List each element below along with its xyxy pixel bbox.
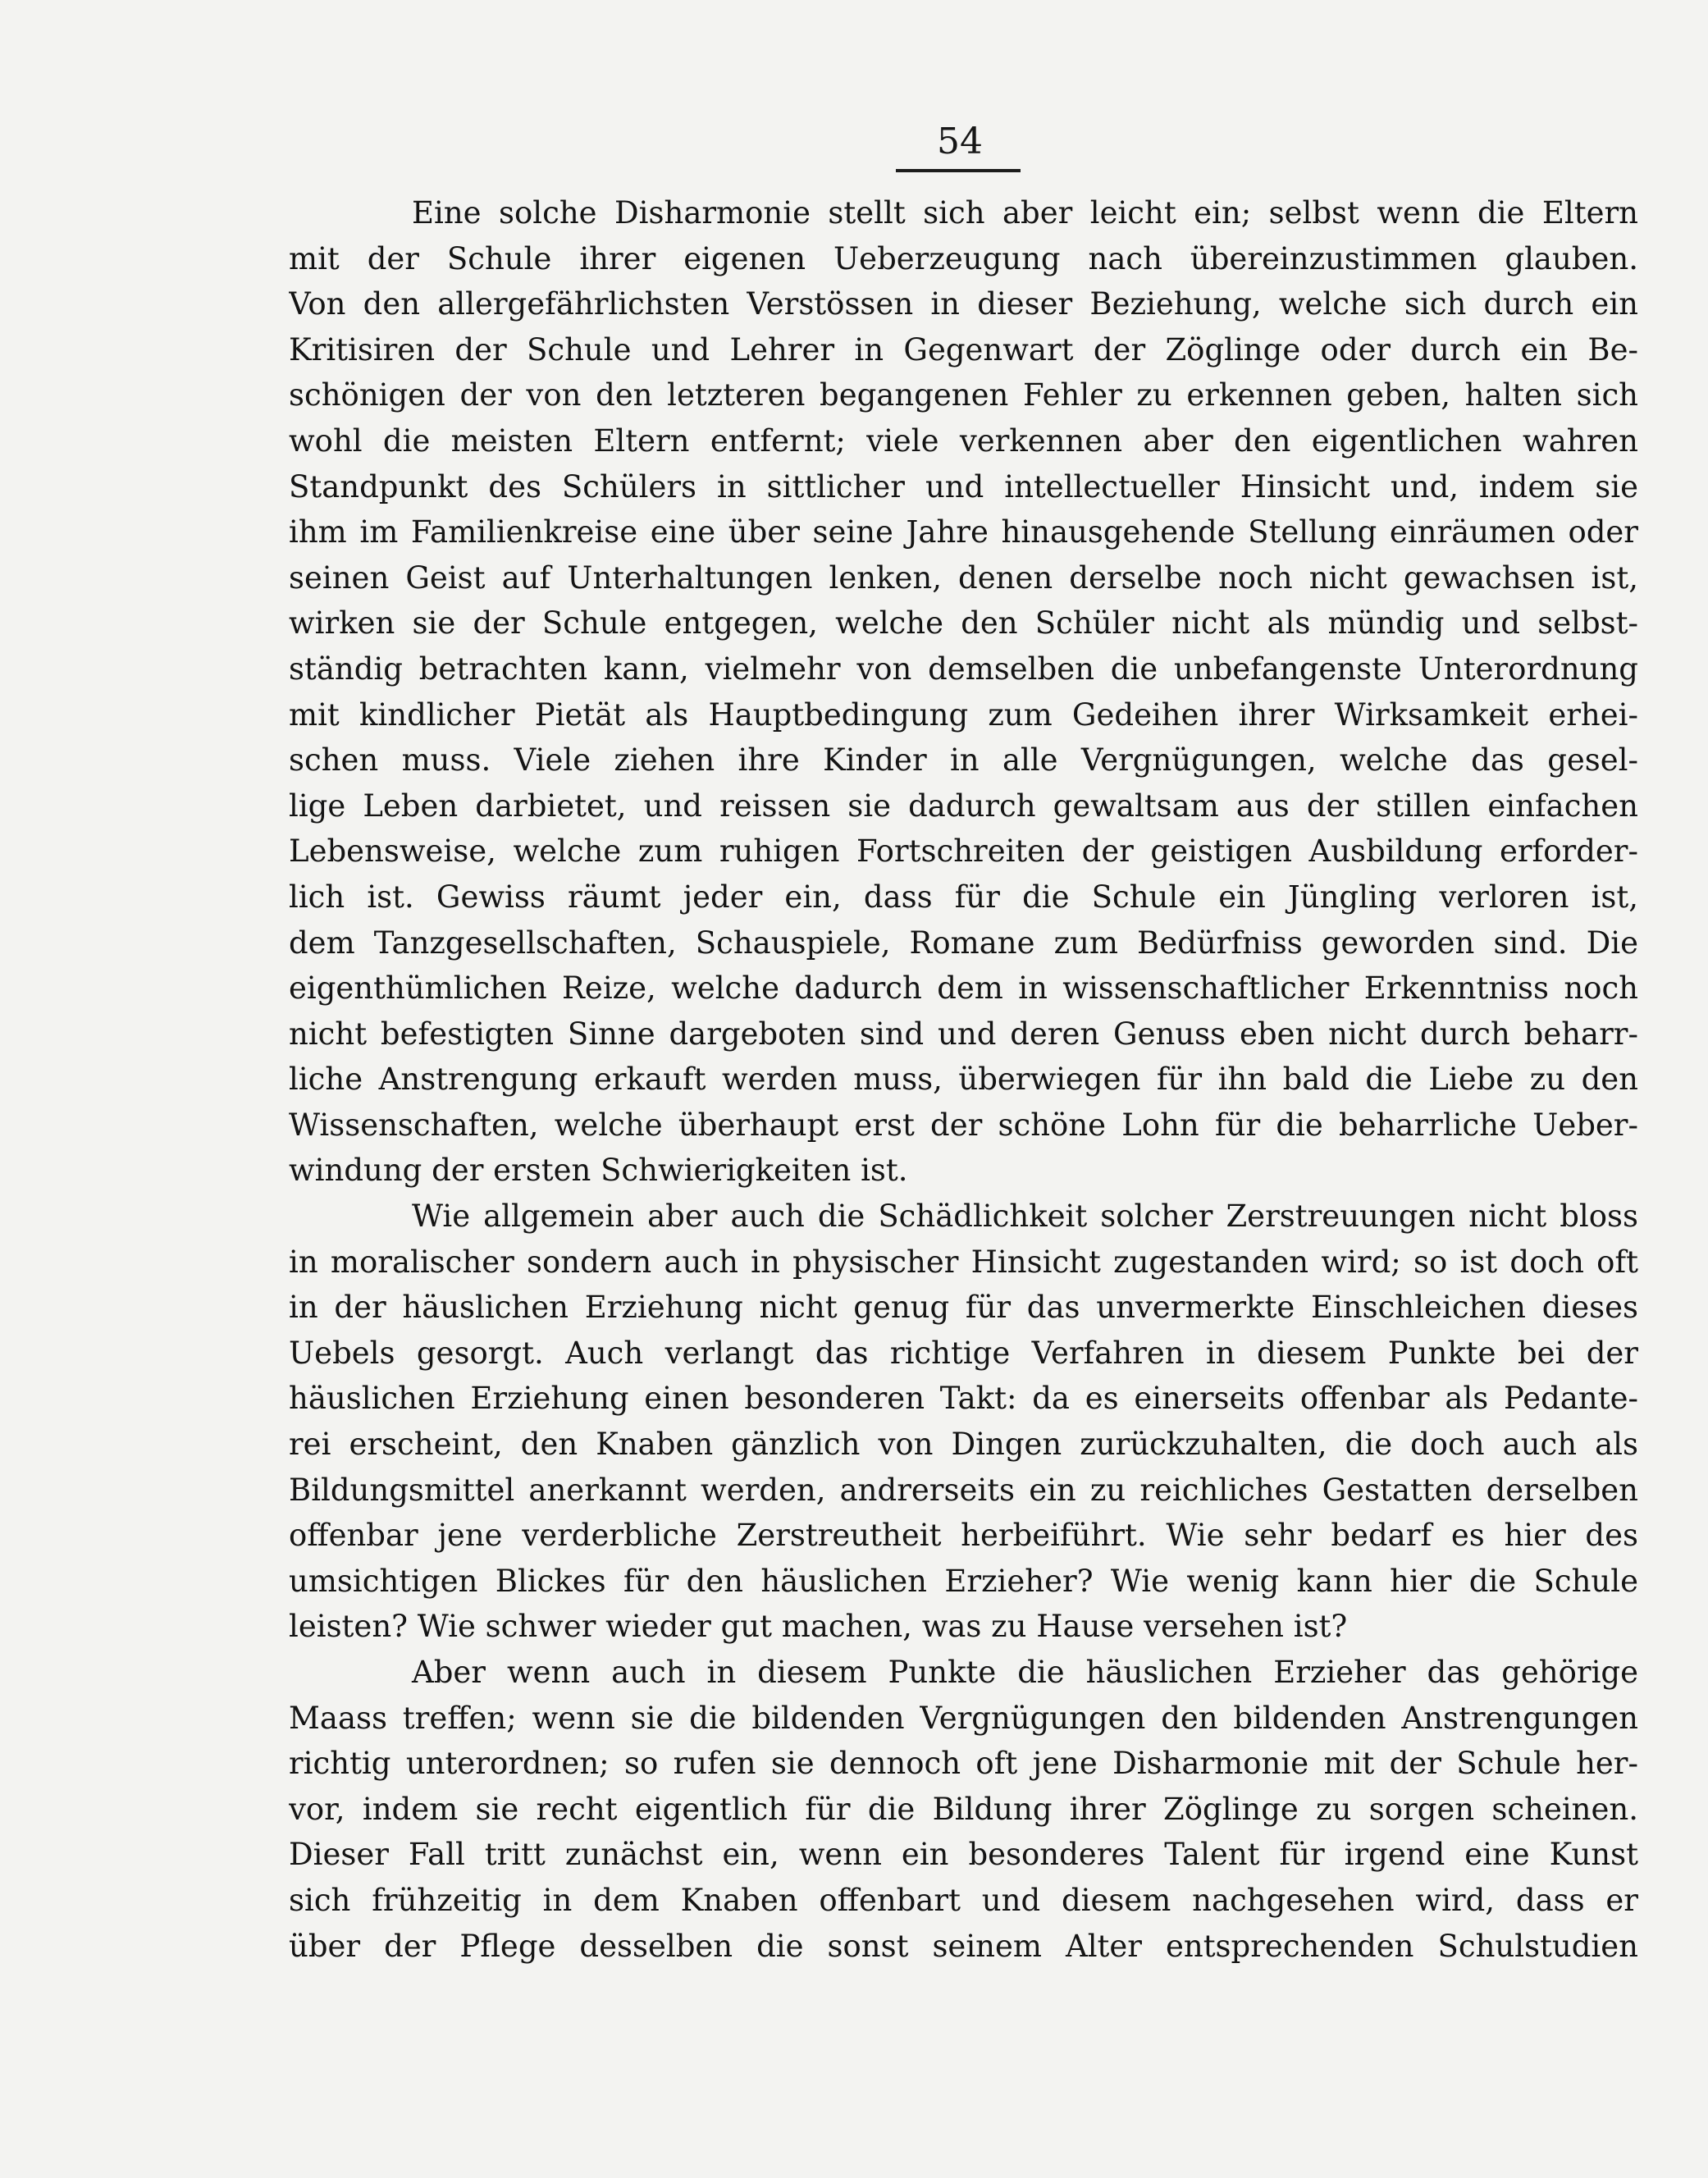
- page-number: 54: [937, 121, 983, 162]
- text-line: nicht befestigten Sinne dargeboten sind und deren Genuss eben nicht durch beharr-: [289, 1016, 1638, 1052]
- text-line: liche Anstrengung erkauft werden muss, überwiegen für ihn bald die Liebe zu den: [289, 1062, 1638, 1098]
- text-line: leisten? Wie schwer wieder gut machen, was zu Hause versehen ist?: [289, 1609, 1348, 1645]
- text-line: ständig betrachten kann, vielmehr von demselben die unbefangenste Unterordnung: [289, 651, 1638, 687]
- text-line: in der häuslichen Erziehung nicht genug für das unvermerkte Einschleichen dieses: [289, 1290, 1638, 1326]
- text-line: Wie allgemein aber auch die Schädlichkeit solcher Zerstreuungen nicht bloss: [412, 1199, 1638, 1235]
- text-line: Dieser Fall tritt zunächst ein, wenn ein besonderes Talent für irgend eine Kunst: [289, 1837, 1638, 1873]
- text-line: Wissenschaften, welche überhaupt erst der schöne Lohn für die beharrliche Ueber-: [289, 1107, 1638, 1143]
- text-line: Von den allergefährlichsten Verstössen in dieser Beziehung, welche sich durch ein: [289, 286, 1638, 322]
- text-line: Eine solche Disharmonie stellt sich aber leicht ein; selbst wenn die Eltern: [412, 195, 1638, 231]
- text-line: Uebels gesorgt. Auch verlangt das richtige Verfahren in diesem Punkte bei der: [289, 1335, 1638, 1371]
- text-line: offenbar jene verderbliche Zerstreutheit herbeiführt. Wie sehr bedarf es hier des: [289, 1518, 1638, 1554]
- text-line: Aber wenn auch in diesem Punkte die häuslichen Erzieher das gehörige: [412, 1655, 1638, 1690]
- text-line: häuslichen Erziehung einen besonderen Takt: da es einerseits offenbar als Pedante-: [289, 1381, 1638, 1417]
- text-line: Kritisiren der Schule und Lehrer in Gegenwart der Zöglinge oder durch ein Be-: [289, 331, 1638, 368]
- text-line: eigenthümlichen Reize, welche dadurch dem in wissenschaftlicher Erkenntniss noch: [289, 970, 1638, 1007]
- text-line: lige Leben darbietet, und reissen sie dadurch gewaltsam aus der stillen einfachen: [289, 788, 1638, 824]
- text-line: vor, indem sie recht eigentlich für die Bildung ihrer Zöglinge zu sorgen scheinen.: [289, 1791, 1638, 1827]
- text-line: Bildungsmittel anerkannt werden, andrerseits ein zu reichliches Gestatten derselben: [289, 1472, 1638, 1508]
- text-line: ihm im Familienkreise eine über seine Jahre hinausgehende Stellung einräumen oder: [289, 514, 1638, 550]
- text-line: Standpunkt des Schülers in sittlicher und intellectueller Hinsicht und, indem sie: [289, 468, 1638, 505]
- text-line: richtig unterordnen; so rufen sie dennoch oft jene Disharmonie mit der Schule her-: [289, 1746, 1638, 1782]
- page-number-rule: [896, 169, 1021, 172]
- text-line: über der Pflege desselben die sonst seinem Alter entsprechenden Schulstudien: [289, 1928, 1638, 1964]
- text-line: in moralischer sondern auch in physischer Hinsicht zugestanden wird; so ist doch oft: [289, 1244, 1638, 1280]
- text-line: windung der ersten Schwierigkeiten ist.: [289, 1153, 908, 1189]
- text-line: seinen Geist auf Unterhaltungen lenken, denen derselbe noch nicht gewachsen ist,: [289, 559, 1638, 596]
- text-line: umsichtigen Blickes für den häuslichen Erzieher? Wie wenig kann hier die Schule: [289, 1563, 1638, 1599]
- text-line: dem Tanzgesellschaften, Schauspiele, Romane zum Bedürfniss geworden sind. Die: [289, 925, 1638, 961]
- text-line: wirken sie der Schule entgegen, welche den Schüler nicht als mündig und selbst-: [289, 605, 1638, 642]
- text-line: lich ist. Gewiss räumt jeder ein, dass für die Schule ein Jüngling verloren ist,: [289, 879, 1638, 915]
- text-line: sich frühzeitig in dem Knaben offenbart und diesem nachgesehen wird, dass er: [289, 1882, 1638, 1918]
- text-line: schönigen der von den letzteren begangenen Fehler zu erkennen geben, halten sich: [289, 377, 1638, 413]
- text-line: Lebensweise, welche zum ruhigen Fortschreiten der geistigen Ausbildung erforder-: [289, 833, 1638, 870]
- text-line: mit kindlicher Pietät als Hauptbedingung zum Gedeihen ihrer Wirksamkeit erhei-: [289, 696, 1638, 733]
- body-text: [289, 190, 1638, 1969]
- text-line: mit der Schule ihrer eigenen Ueberzeugung nach übereinzustimmen glauben.: [289, 240, 1638, 276]
- text-line: Maass treffen; wenn sie die bildenden Vergnügungen den bildenden Anstrengungen: [289, 1700, 1638, 1736]
- text-line: wohl die meisten Eltern entfernt; viele verkennen aber den eigentlichen wahren: [289, 422, 1638, 459]
- text-line: schen muss. Viele ziehen ihre Kinder in alle Vergnügungen, welche das gesel-: [289, 742, 1638, 779]
- text-line: rei erscheint, den Knaben gänzlich von Dingen zurückzuhalten, die doch auch als: [289, 1427, 1638, 1463]
